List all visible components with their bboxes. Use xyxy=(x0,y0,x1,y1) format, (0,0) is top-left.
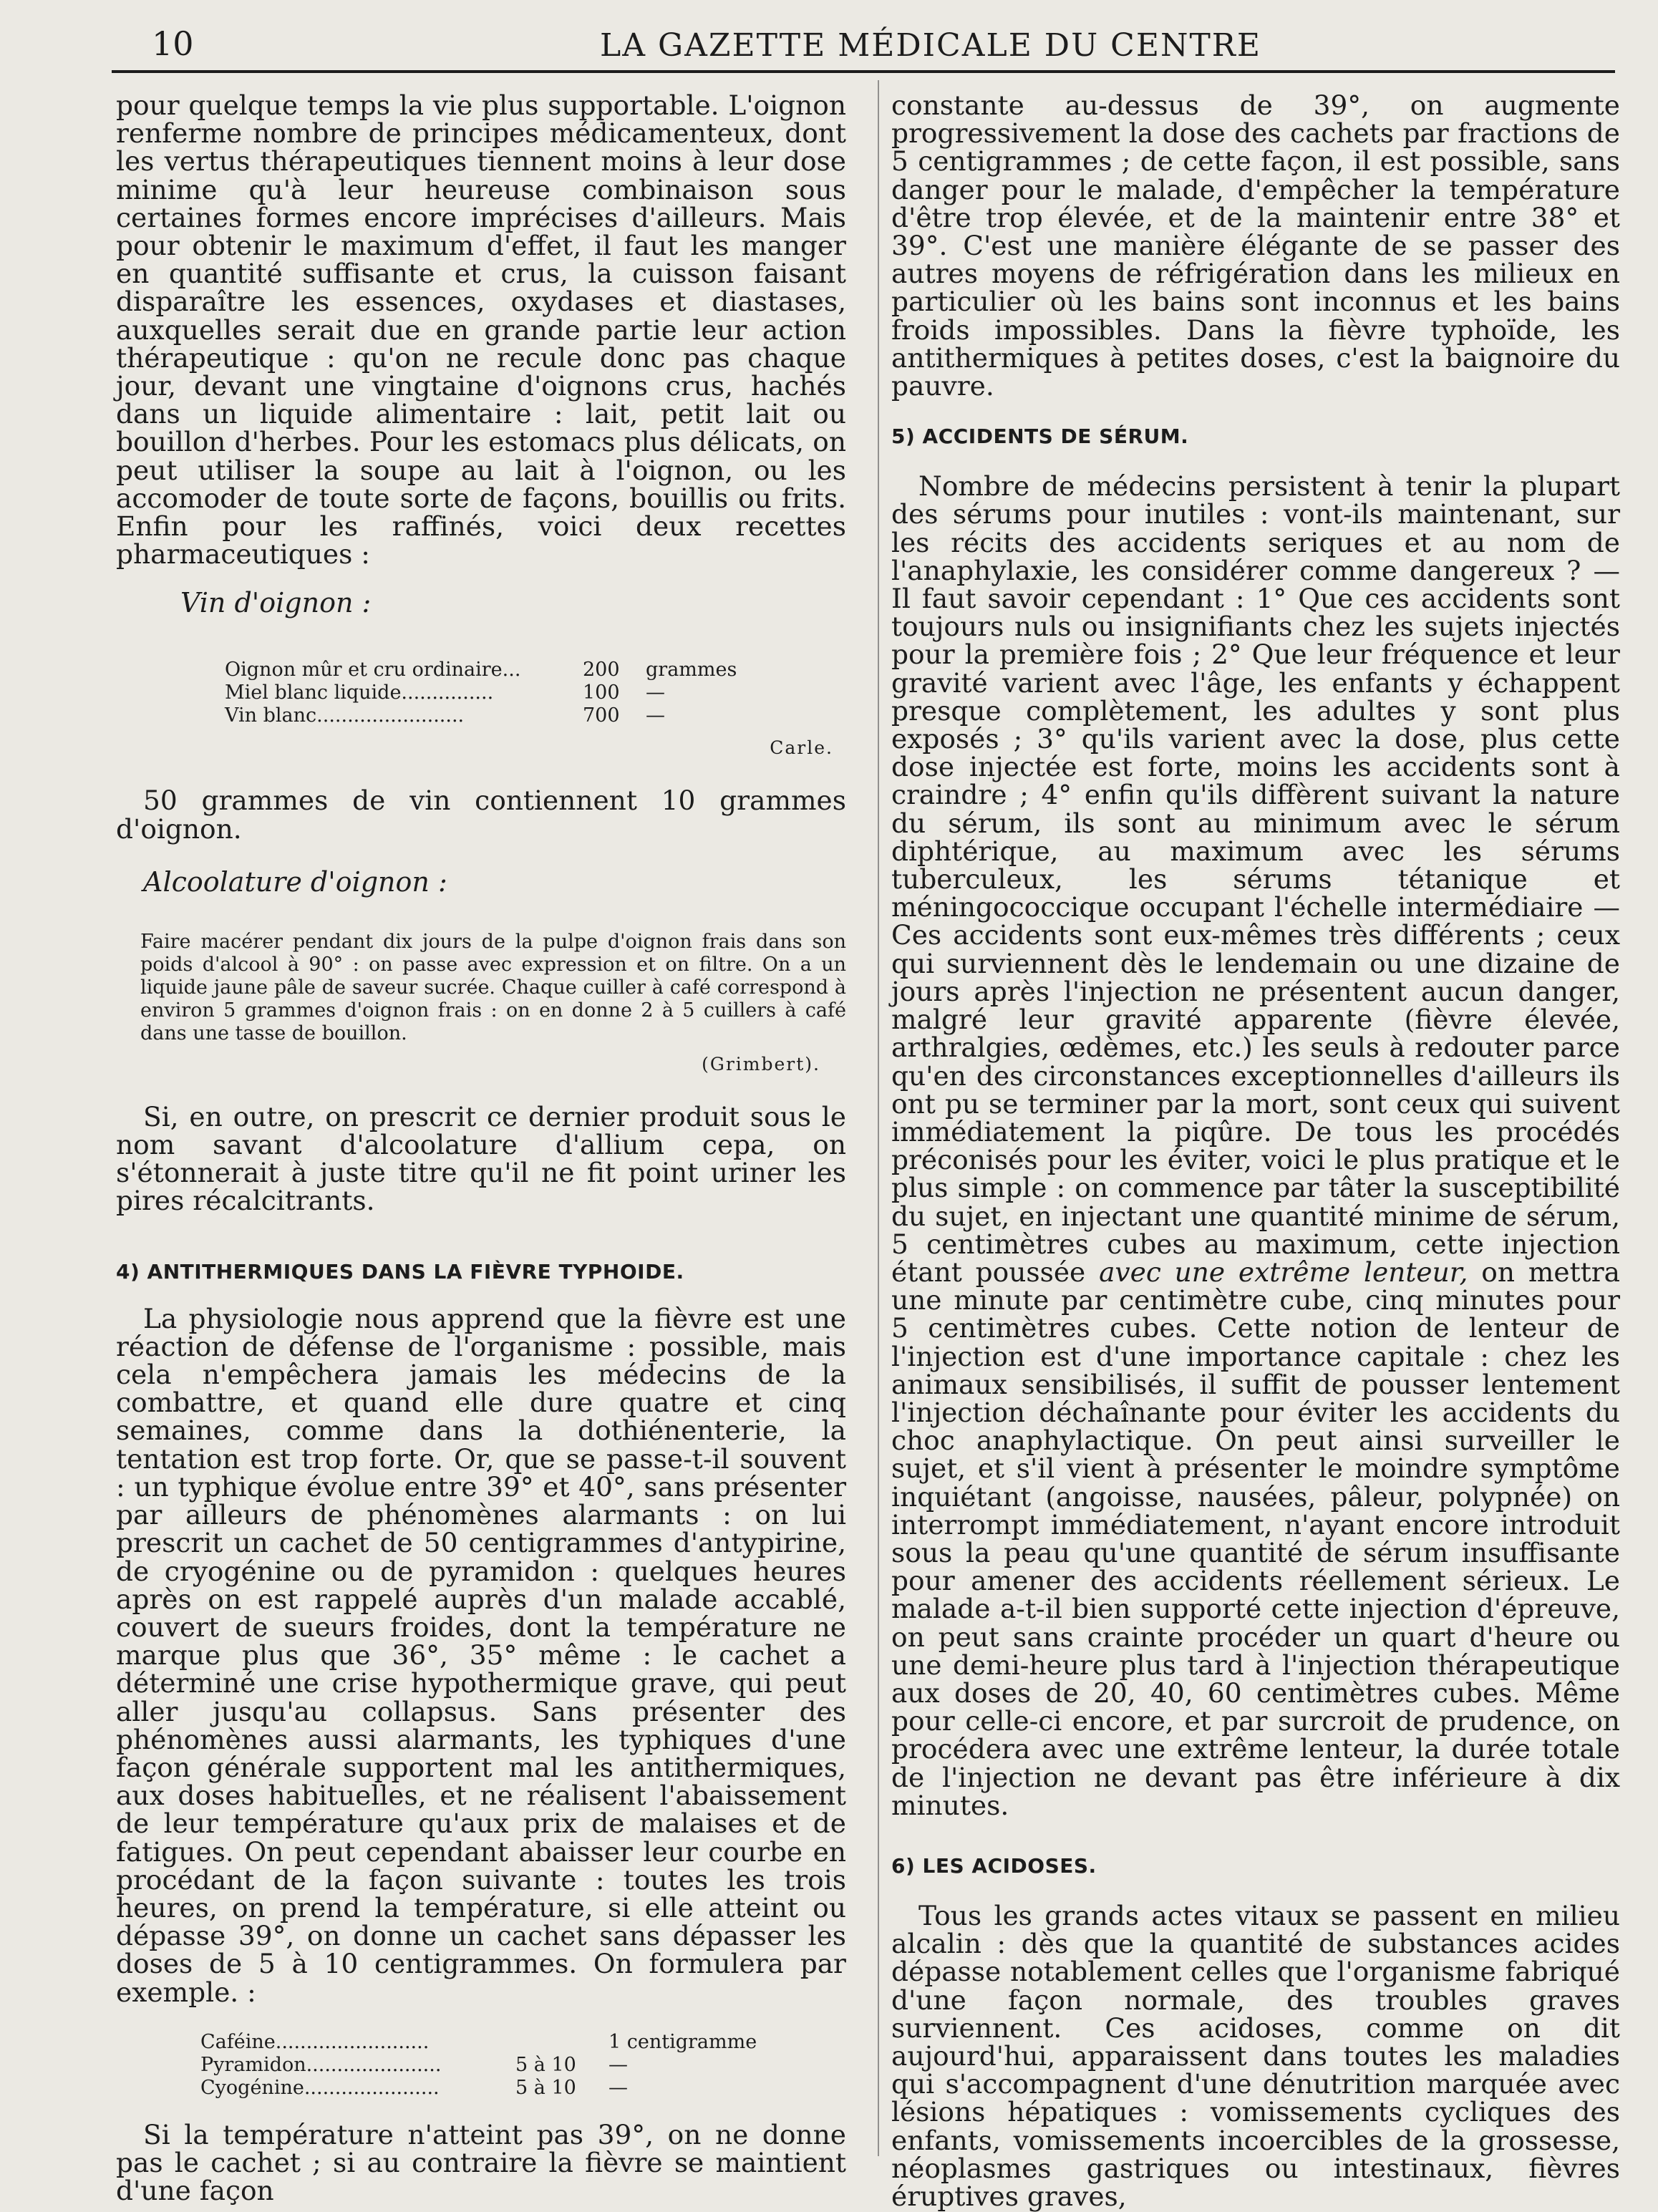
recipe-row xyxy=(225,681,737,704)
text-run: on mettra une minute par centimètre cube, cinq minutes pour 5 centimètres cubes. Cette notion de lenteur de l'injection est d'une importance capitale : chez les animaux sensibilisés, il suffit de pousser lentement l'injection déchaînante pour éviter les accidents du choc anaphylactique. On peut ainsi surveiller le sujet, et s'il vient à présenter le moindre symptôme inquiétant (angoisse, nausées, pâleur, polypnée) on interrompt immédiatement, n'ayant encore introduit sous la peau qu'une quantité de sérum insuffisante pour amener des accidents réellement sérieux. Le malade a-t-il bien supporté cette injection d'épreuve, on peut sans crainte procéder un quart d'heure ou une demi-heure plus tard à l'injection thérapeutique aux doses de 20, 40, 60 centimètres cubes. Même pour celle-ci encore, et par surcroit de prudence, on procédera avec une extrême lenteur, la durée totale de l'injection ne devant pas être inférieure à dix minutes. xyxy=(891,1256,1621,1821)
paragraph: Si la température n'atteint pas 39°, on ne donne pas le cachet ; si au contraire la fièvre se maintient d'une façon xyxy=(116,2118,846,2207)
dose xyxy=(515,2031,594,2054)
paragraph: pour quelque temps la vie plus supportable. L'oignon renferme nombre de principes médicamenteux, dont les vertus thérapeutiques tiennent moins à leur dose minime qu'à leur heureuse combinaison sous certaines formes encore imprécises d'ailleurs. Mais pour obtenir le maximum d'effet, il faut les manger en quantité suffisante et crus, la cuisson faisant disparaître les essences, oxydases et diastases, auxquelles serait due en grande partie leur action thérapeutique : qu'on ne recule donc pas chaque jour, devant une vingtaine d'oignons crus, hachés dans un liquide alimentaire : lait, petit lait ou bouillon d'herbes. Pour les estomacs plus délicats, on peut utiliser la soupe au lait à l'oignon, ou les accomoder de toute sorte de façons, bouillis ou frits. Enfin pour les raffinés, voici deux recettes pharmaceutiques : xyxy=(116,89,846,571)
ingredient: Oignon mûr et cru ordinaire... xyxy=(225,659,521,681)
quantity: 200 xyxy=(583,659,620,681)
section-heading: 6) LES ACIDOSES. xyxy=(891,1853,1097,1878)
left-column xyxy=(116,89,846,2207)
ingredient: Vin blanc........................ xyxy=(225,704,465,727)
section-heading: 5) ACCIDENTS DE SÉRUM. xyxy=(891,425,1189,449)
recipe-row xyxy=(225,704,737,727)
column-divider xyxy=(878,80,879,2156)
unit: — xyxy=(609,2076,628,2099)
section-heading: 4) ANTITHERMIQUES DANS LA FIÈVRE TYPHOIDE. xyxy=(116,1259,684,1284)
paragraph xyxy=(891,472,1620,1820)
recipe-table-vin xyxy=(225,659,737,727)
recipe-title-vin: Vin d'oignon : xyxy=(180,587,372,619)
emphasis: avec une extrême lenteur, xyxy=(1099,1256,1468,1288)
unit: — xyxy=(646,681,665,704)
quantity: 700 xyxy=(583,704,620,727)
recipe-title-alcoolature: Alcoolature d'oignon : xyxy=(143,865,447,898)
recipe-credit: (Grimbert). xyxy=(702,1053,820,1075)
text-run: Nombre de médecins persistent à tenir la plupart des sérums pour inutiles : vont-ils maintenant, sur les récits des accidents seriques et au nom de l'anaphylaxie, les considérer comme dangereux ? — Il faut savoir cependant : 1° Que ces accidents sont toujours nuls ou insignifiants chez les sujets injectés pour la première fois ; 2° Que leur fréquence et leur gravité varient avec l'âge, les enfants y échappent presque complètement, les adultes y sont plus exposés ; 3° qu'ils varient avec la dose, plus cette dose injectée est forte, moins les accidents sont à craindre ; 4° enfin qu'ils diffèrent suivant la nature du sérum, ils sont au minimum avec le sérum diphtérique, au maximum avec les sérums tuberculeux, les sérums tétanique et méningococcique occupant l'échelle intermédiaire — Ces accidents sont eux-mêmes très différents ; ceux qui surviennent dès le lendemain ou une dizaine de jours après l'injection ne présentent aucun danger, malgré leur gravité apparente (fièvre élevée, arthralgies, œdèmes, etc.) les seuls à redouter parce qu'en des circonstances exceptionnelles d'ailleurs ils ont pu se terminer par la mort, sont ceux qui suivent immédiatement la piqûre. De tous les procédés préconisés pour les éviter, voici le plus pratique et le plus simple : on commence par tâter la susceptibilité du sujet, en injectant une quantité minime de sérum, 5 centimètres cubes au maximum, cette injection étant poussée xyxy=(891,470,1620,1288)
paragraph: Si, en outre, on prescrit ce dernier produit sous le nom savant d'alcoolature d'allium cepa, on s'étonnerait à juste titre qu'il ne fit point uriner les pires récalcitrants. xyxy=(116,1100,846,1217)
recipe-text: Faire macérer pendant dix jours de la pulpe d'oignon frais dans son poids d'alcool à 90° : on passe avec expression et on filtre. On a un liquide jaune pâle de saveur sucrée. Chaque cuiller à café correspond à environ 5 grammes d'oignon frais : on en donne 2 à 5 cuillers à café dans une tasse de bouillon. xyxy=(140,930,846,1044)
dose: 5 à 10 xyxy=(515,2053,576,2076)
recipe-row xyxy=(225,659,737,681)
drug: Cyogénine...................... xyxy=(200,2076,440,2099)
prescription-row xyxy=(200,2054,757,2077)
paragraph: constante au-dessus de 39°, on augmente progressivement la dose des cachets par fractions de 5 centigrammes ; de cette façon, il est possible, sans danger pour le malade, d'empêcher la température d'être trop élevée, et de la maintenir entre 38° et 39°. C'est une manière élégante de se passer des autres moyens de réfrigération dans les milieux en particulier où les bains sont inconnus et les bains froids impossibles. Dans la fièvre typhoïde, les antithermiques à petites doses, c'est la baignoire du pauvre. xyxy=(891,89,1620,402)
right-column xyxy=(891,89,1621,2212)
quantity: 100 xyxy=(583,681,620,704)
unit: 1 centigramme xyxy=(609,2030,757,2053)
unit: grammes xyxy=(646,659,737,681)
prescription-row xyxy=(200,2077,757,2100)
prescription-row xyxy=(200,2031,757,2054)
page-header xyxy=(107,20,1596,70)
drug: Caféine......................... xyxy=(200,2030,430,2053)
unit: — xyxy=(609,2053,628,2076)
dose: 5 à 10 xyxy=(515,2076,576,2099)
paragraph: Tous les grands actes vitaux se passent en milieu alcalin : dès que la quantité de substances acides dépasse notablement celles que l'organisme fabriqué d'une façon normale, des troubles graves surviennent. Ces acidoses, comme on dit aujourd'hui, apparaissent dans toutes les maladies qui s'accompagnent d'une dénutrition marquée avec lésions hépatiques : vomissements cycliques des enfants, vomissements incoercibles de la grossesse, néoplasmes gastriques ou intestinaux, fièvres éruptives graves, xyxy=(891,1899,1620,2212)
recipe-credit: Carle. xyxy=(770,737,833,759)
page-number: 10 xyxy=(152,24,194,63)
unit: — xyxy=(646,704,665,727)
prescription-table xyxy=(200,2031,757,2100)
header-rule xyxy=(112,70,1615,73)
running-title: LA GAZETTE MÉDICALE DU CENTRE xyxy=(600,27,1262,64)
paragraph: 50 grammes de vin contiennent 10 grammes d'oignon. xyxy=(116,785,846,845)
ingredient: Miel blanc liquide............... xyxy=(225,681,494,704)
drug: Pyramidon...................... xyxy=(200,2053,442,2076)
paragraph: La physiologie nous apprend que la fièvre est une réaction de défense de l'organisme : possible, mais cela n'empêchera jamais les médecins de la combattre, et quand elle dure quatre et cinq semaines, comme dans la dothiénenterie, la tentation est trop forte. Or, que se passe-t-il souvent : un typhique évolue entre 39° et 40°, sans présenter par ailleurs de phénomènes alarmants : on lui prescrit un cachet de 50 centigrammes d'antypirine, de cryogénine ou de pyramidon : quelques heures après on est rappelé auprès d'un malade accablé, couvert de sueurs froides, dont la température ne marque plus que 36°, 35° même : le cachet a déterminé une crise hypothermique grave, qui peut aller jusqu'au collapsus. Sans présenter des phénomènes aussi alarmants, les typhiques d'une façon générale supportent mal les antithermiques, aux doses habituelles, et ne réalisent l'abaissement de leur température qu'aux prix de malaises et de fatigues. On peut cependant abaisser leur courbe en procédant de la façon suivante : toutes les trois heures, on prend la température, si elle atteint ou dépasse 39°, on donne un cachet sans dépasser les doses de 5 à 10 centigrammes. On formulera par exemple. : xyxy=(116,1302,846,2008)
